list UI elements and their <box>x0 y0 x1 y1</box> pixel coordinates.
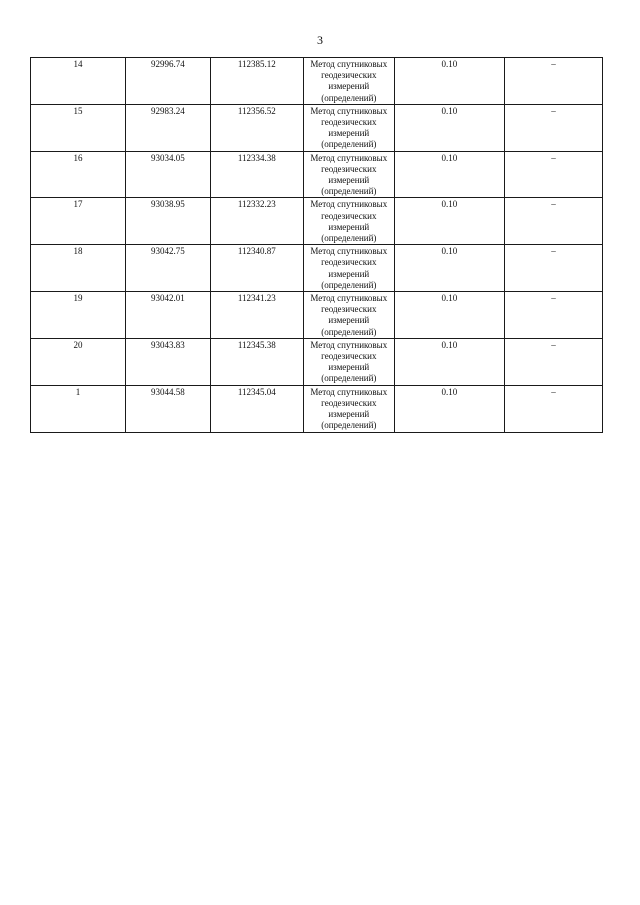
determination-method: Метод спутниковых геодезических измерений (определений) <box>303 58 394 105</box>
note-cell: – <box>504 338 602 385</box>
table-row <box>31 245 603 292</box>
note-cell: – <box>504 151 602 198</box>
table-row <box>31 151 603 198</box>
coordinate-y: 112345.04 <box>210 385 303 432</box>
coordinate-y: 112340.87 <box>210 245 303 292</box>
point-number: 18 <box>31 245 126 292</box>
coordinate-x: 93044.58 <box>125 385 210 432</box>
point-number: 16 <box>31 151 126 198</box>
determination-method: Метод спутниковых геодезических измерений (определений) <box>303 385 394 432</box>
accuracy-value: 0.10 <box>394 338 504 385</box>
coordinates-table <box>30 57 603 433</box>
coordinate-y: 112356.52 <box>210 104 303 151</box>
note-cell: – <box>504 58 602 105</box>
determination-method: Метод спутниковых геодезических измерений (определений) <box>303 151 394 198</box>
accuracy-value: 0.10 <box>394 198 504 245</box>
accuracy-value: 0.10 <box>394 104 504 151</box>
note-cell: – <box>504 292 602 339</box>
point-number: 20 <box>31 338 126 385</box>
note-cell: – <box>504 198 602 245</box>
coordinate-x: 93042.01 <box>125 292 210 339</box>
coordinate-y: 112334.38 <box>210 151 303 198</box>
coordinate-y: 112341.23 <box>210 292 303 339</box>
note-cell: – <box>504 385 602 432</box>
determination-method: Метод спутниковых геодезических измерений (определений) <box>303 292 394 339</box>
point-number: 15 <box>31 104 126 151</box>
determination-method: Метод спутниковых геодезических измерений (определений) <box>303 245 394 292</box>
point-number: 17 <box>31 198 126 245</box>
coordinate-x: 93042.75 <box>125 245 210 292</box>
accuracy-value: 0.10 <box>394 245 504 292</box>
page-number: 3 <box>317 33 323 47</box>
accuracy-value: 0.10 <box>394 385 504 432</box>
determination-method: Метод спутниковых геодезических измерений (определений) <box>303 104 394 151</box>
determination-method: Метод спутниковых геодезических измерений (определений) <box>303 198 394 245</box>
point-number: 14 <box>31 58 126 105</box>
table-row <box>31 58 603 105</box>
coordinate-y: 112332.23 <box>210 198 303 245</box>
coordinate-x: 93038.95 <box>125 198 210 245</box>
determination-method: Метод спутниковых геодезических измерений (определений) <box>303 338 394 385</box>
table-row <box>31 198 603 245</box>
accuracy-value: 0.10 <box>394 292 504 339</box>
coordinate-x: 93034.05 <box>125 151 210 198</box>
point-number: 1 <box>31 385 126 432</box>
table-row <box>31 385 603 432</box>
note-cell: – <box>504 245 602 292</box>
table-row <box>31 104 603 151</box>
point-number: 19 <box>31 292 126 339</box>
coordinate-x: 93043.83 <box>125 338 210 385</box>
coordinate-x: 92983.24 <box>125 104 210 151</box>
note-cell: – <box>504 104 602 151</box>
coordinate-y: 112385.12 <box>210 58 303 105</box>
table-row <box>31 292 603 339</box>
accuracy-value: 0.10 <box>394 151 504 198</box>
accuracy-value: 0.10 <box>394 58 504 105</box>
coordinate-x: 92996.74 <box>125 58 210 105</box>
coordinate-y: 112345.38 <box>210 338 303 385</box>
table-row <box>31 338 603 385</box>
